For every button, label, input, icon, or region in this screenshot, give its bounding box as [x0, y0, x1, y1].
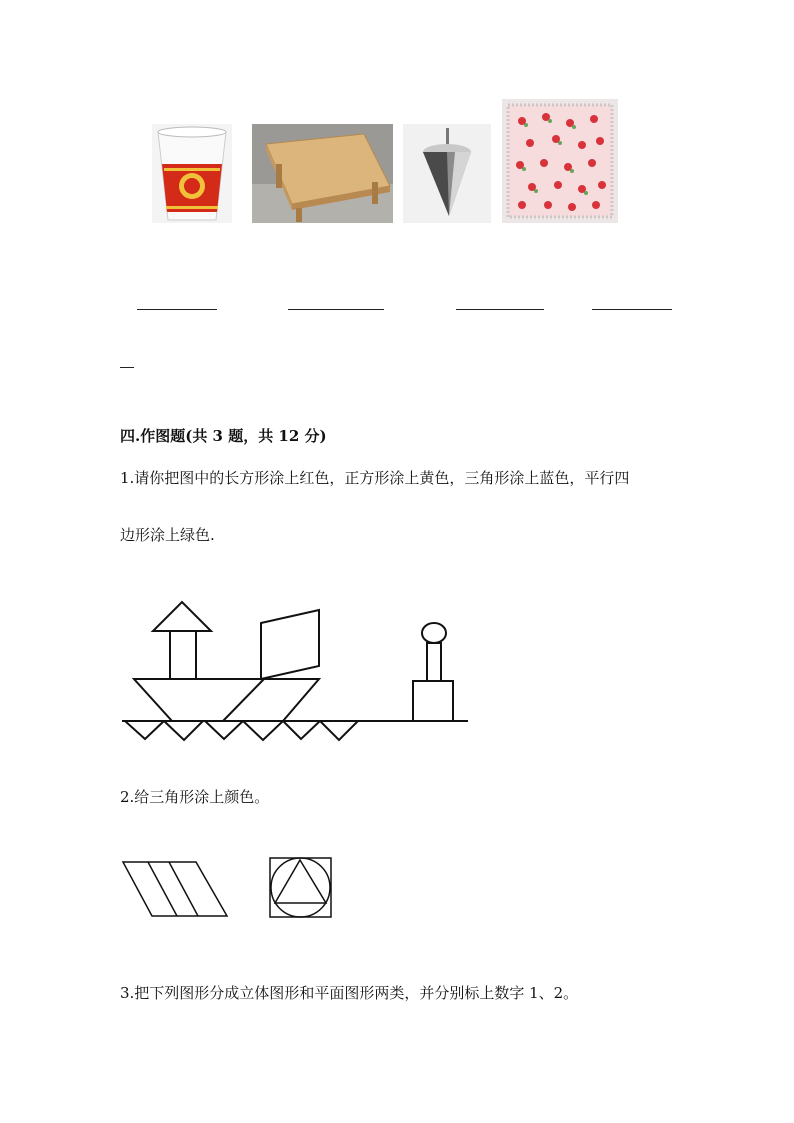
answer-blank-5[interactable]	[120, 367, 134, 368]
wave-triangle-6	[320, 721, 358, 740]
outer-square	[270, 858, 331, 917]
wave-triangle-1	[125, 721, 164, 739]
question-1-line-1: 1.请你把图中的长方形涂上红色，正方形涂上黄色，三角形涂上蓝色，平行四	[120, 469, 630, 487]
wave-triangle-2	[164, 721, 203, 740]
head-circle	[422, 623, 446, 643]
answer-blank-3[interactable]	[456, 309, 544, 310]
wooden-bench-image	[252, 124, 393, 223]
parallelogram-outline	[123, 862, 227, 916]
wave-triangle-5	[283, 721, 320, 739]
answer-blank-1[interactable]	[137, 309, 217, 310]
inscribed-triangle	[275, 860, 326, 903]
wave-triangle-4	[243, 721, 283, 740]
neck-rectangle	[427, 643, 441, 681]
paper-cup-image	[152, 124, 232, 223]
cone-image	[403, 124, 491, 223]
answer-blank-2[interactable]	[288, 309, 384, 310]
question-1-line-2: 边形涂上绿色.	[120, 526, 215, 544]
question-2-text: 2.给三角形涂上颜色。	[120, 788, 270, 806]
base-square	[413, 681, 453, 721]
inscribed-circle	[271, 858, 330, 917]
hull-trapezoid	[134, 679, 319, 721]
roof-triangle	[153, 602, 211, 631]
answer-blank-4[interactable]	[592, 309, 672, 310]
wave-triangle-3	[205, 721, 243, 739]
handkerchief-image	[502, 99, 618, 223]
chimney-rectangle	[170, 631, 196, 679]
section-heading: 四.作图题(共 3 题，共 12 分)	[120, 427, 327, 445]
sail-parallelogram	[261, 610, 319, 679]
question-3-text: 3.把下列图形分成立体图形和平面图形两类，并分别标上数字 1、2。	[120, 984, 579, 1002]
